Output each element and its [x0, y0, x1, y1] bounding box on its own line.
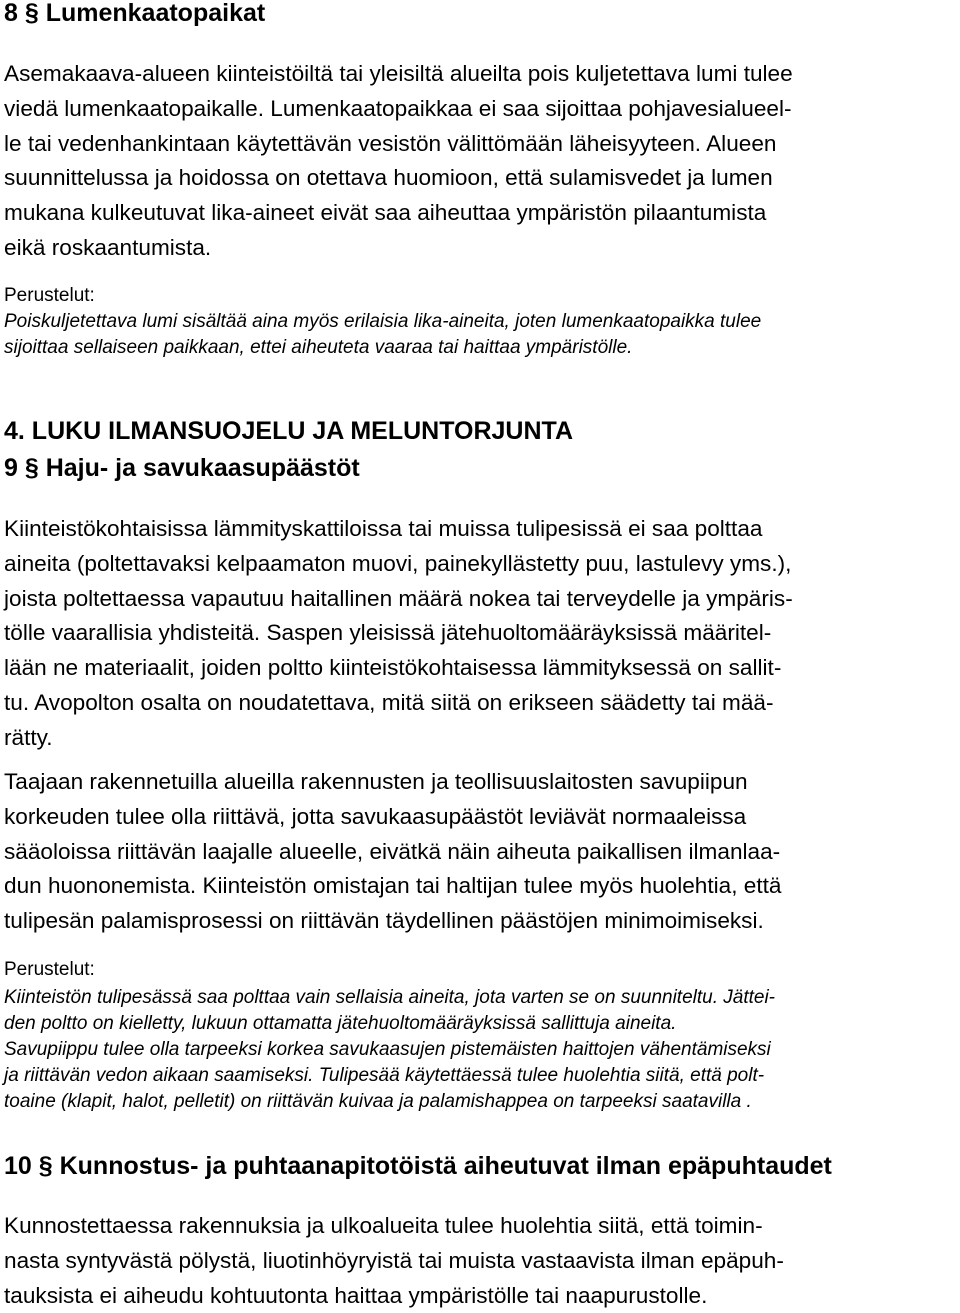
- section-10-title: 10 § Kunnostus- ja puhtaanapitotöistä aiheutuvat ilman epäpuhtaudet: [4, 1152, 832, 1180]
- text-line: Poiskuljetettava lumi sisältää aina myös erilaisia lika-aineita, joten lumenkaatopaikka tulee: [4, 311, 762, 332]
- text-line: lään ne materiaalit, joiden poltto kiinteistökohtaisessa lämmityksessä on sallit-: [4, 655, 782, 681]
- text-line: Kiinteistön tulipesässä saa polttaa vain sellaisia aineita, jota varten se on suunniteltu. Jättei-: [4, 987, 776, 1008]
- text-line: korkeuden tulee olla riittävä, jotta savukaasupäästöt leviävät normaaleissa: [4, 803, 747, 829]
- text-line: suunnittelussa ja hoidossa on otettava huomioon, että sulamisvedet ja lumen: [4, 165, 773, 191]
- text-line: mukana kulkeutuvat lika-aineet eivät saa aiheuttaa ympäristön pilaantumista: [4, 200, 767, 226]
- text-line: viedä lumenkaatopaikalle. Lumenkaatopaikkaa ei saa sijoittaa pohjavesialueel-: [4, 95, 792, 121]
- text-line: ja riittävän vedon aikaan saamiseksi. Tulipesää käytettäessä tulee huolehtia siitä, että polt-: [4, 1065, 765, 1086]
- section-8-paragraph: [4, 57, 793, 266]
- text-line: eikä roskaantumista.: [4, 234, 212, 260]
- section-9-paragraph-2: [4, 765, 781, 939]
- text-line: rätty.: [4, 724, 53, 750]
- text-line: sääoloissa riittävän laajalle alueelle, eivätkä näin aiheuta paikallisen ilmanlaa-: [4, 838, 781, 864]
- text-line: sijoittaa sellaiseen paikkaan, ettei aiheuteta vaaraa tai haittaa ympäristölle.: [4, 337, 633, 358]
- section-8-reason-label: Perustelut:: [4, 285, 95, 306]
- text-line: toaine (klapit, halot, pelletit) on riittävän kuivaa ja palamishappea on tarpeeksi saatavilla .: [4, 1091, 752, 1112]
- section-10-paragraph: [4, 1209, 784, 1313]
- section-9-reason: [4, 985, 775, 1115]
- text-line: Asemakaava-alueen kiinteistöiltä tai yleisiltä alueilta pois kuljetettava lumi tulee: [4, 61, 793, 86]
- text-line: Savupiippu tulee olla tarpeeksi korkea savukaasujen pistemäisten haittojen vähentämiseksi: [4, 1039, 771, 1060]
- section-9-title: 9 § Haju- ja savukaasupäästöt: [4, 454, 360, 482]
- text-line: le tai vedenhankintaan käytettävän vesistön välittömään läheisyyteen. Alueen: [4, 130, 777, 156]
- text-line: tulipesän palamisprosessi on riittävän täydellinen päästöjen minimoimiseksi.: [4, 908, 764, 934]
- text-line: tölle vaarallisia yhdisteitä. Saspen yleisissä jätehuoltomääräyksissä määritel-: [4, 620, 772, 646]
- text-line: Kiinteistökohtaisissa lämmityskattiloissa tai muissa tulipesissä ei saa polttaa: [4, 516, 763, 541]
- text-line: dun huononemista. Kiinteistön omistajan tai haltijan tulee myös huolehtia, että: [4, 873, 782, 899]
- text-line: Taajaan rakennetuilla alueilla rakennusten ja teollisuuslaitosten savupiipun: [4, 769, 748, 794]
- section-9-paragraph-1: [4, 512, 793, 756]
- text-line: joista poltettaessa vapautuu haitallinen määrä nokea tai terveydelle ja ympäris-: [4, 585, 793, 611]
- chapter-4-title: 4. LUKU ILMANSUOJELU JA MELUNTORJUNTA: [4, 417, 574, 445]
- section-8-reason: [4, 309, 761, 361]
- text-line: nasta syntyvästä pölystä, liuotinhöyryistä tai muista vastaavista ilman epäpuh-: [4, 1247, 784, 1273]
- section-8-title: 8 § Lumenkaatopaikat: [4, 0, 266, 27]
- text-line: aineita (poltettavaksi kelpaamaton muovi, painekyllästetty puu, lastulevy yms.),: [4, 550, 792, 576]
- section-9-reason-label: Perustelut:: [4, 959, 95, 980]
- text-line: tauksista ei aiheudu kohtuutonta haittaa ympäristölle tai naapurustolle.: [4, 1282, 708, 1308]
- text-line: Kunnostettaessa rakennuksia ja ulkoalueita tulee huolehtia siitä, että toimin-: [4, 1213, 763, 1238]
- text-line: tu. Avopolton osalta on noudatettava, mitä siitä on erikseen säädetty tai mää-: [4, 689, 774, 715]
- text-line: den poltto on kielletty, lukuun ottamatta jätehuoltomääräyksissä sallittuja aineita.: [4, 1013, 677, 1034]
